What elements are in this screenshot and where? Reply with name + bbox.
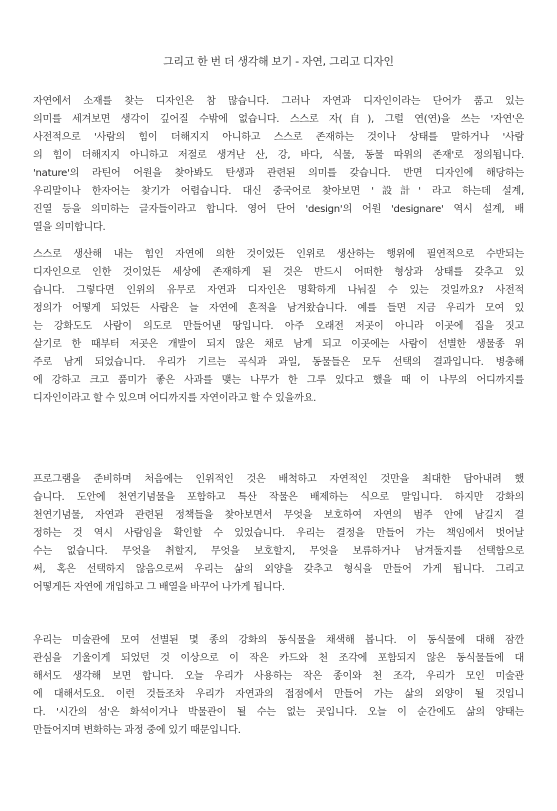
text-line: 프로그램을 준비하며 처음에는 인위적인 것은 배척하고 자연적인 것만을 최대한 담아내려 했 xyxy=(33,474,524,485)
text-line: 우리는 미술관에 모여 선별된 몇 종의 강화의 동식물을 채색해 봅니다. 이 동식물에 대해 잠깐 xyxy=(33,635,524,646)
text-line: 살기로 한 때부터 저곳은 개발이 되지 않은 채로 남게 되고 이곳에는 사람이 선별한 생물종 위 xyxy=(33,339,524,350)
document-title: 그리고 한 번 더 생각해 보기 - 자연, 그리고 디자인 xyxy=(163,55,394,68)
text-line: 정하는 것 역시 사람임을 확인할 수 있었습니다. 우리는 결정을 만들어 가는 책임에서 벗어날 xyxy=(33,528,524,539)
text-line: 만들어지며 변화하는 과정 중에 있기 때문입니다. xyxy=(33,725,241,736)
paragraph xyxy=(33,471,524,597)
text-line: 어떻게든 자연에 개입하고 그 배열을 바꾸어 나가게 됩니다. xyxy=(33,582,285,593)
text-line: 관심을 기울이게 되었던 것 이상으로 이 작은 카드와 천 조각에 포함되지 않은 동식물들에 대 xyxy=(33,653,524,664)
text-line: 의미를 세겨보면 생각이 깊어질 수밖에 없습니다. 스스로 자(自), 그럴 연(연)을 쓰는 '자연'은 xyxy=(33,114,524,125)
text-line: 디자인이라고 할 수 있으며 어디까지를 자연이라고 할 수 있을까요. xyxy=(33,393,317,404)
text-line: 진열 등을 의미하는 글자들이라고 합니다. 영어 단어 'design'의 어원 'designare' 역시 설계, 배 xyxy=(33,204,524,215)
text-line: 디자인으로 인한 것이었든 세상에 존재하게 된 것은 반드시 어떠한 형상과 상태를 갖추고 있 xyxy=(33,267,524,278)
text-line: 우리말이나 한자어는 찾기가 어렵습니다. 대신 중국어로 찾아보면 '設計' 라고 하는데 설계, xyxy=(33,186,524,197)
text-line: 사전적으로 '사람의 힘이 더해지지 아니하고 스스로 존재하는 것이나 상태를 말하거나 '사람 xyxy=(33,132,524,143)
text-line: 열을 의미합니다. xyxy=(33,222,106,233)
text-line: 에 대해서도요. 이런 것들조차 우리가 자연과의 접점에서 만들어 가는 삶의 외양이 될 것입니 xyxy=(33,689,524,700)
text-line: 해서도 생각해 보면 합니다. 오늘 우리가 사용하는 작은 종이와 천 조각, 우리가 모인 미술관 xyxy=(33,671,524,682)
paragraph xyxy=(33,246,524,408)
text-line: 습니다. 그렇다면 인위의 유무로 자연과 디자인은 명확하게 나눠질 수 있는 것일까요? 사전적 xyxy=(33,285,524,296)
text-line: 다. '시간의 섬'은 화석이거나 박물관이 될 수는 없는 곳입니다. 오늘 이 순간에도 삶의 양태는 xyxy=(33,707,524,718)
text-line: 자연에서 소재를 찾는 디자인은 참 많습니다. 그러나 자연과 디자인이라는 단어가 품고 있는 xyxy=(33,96,524,107)
text-line: 수는 없습니다. 무엇을 취할지, 무엇을 보호할지, 무엇을 보류하거나 남겨둘지를 선택함으로 xyxy=(33,546,524,557)
paragraph xyxy=(33,93,524,237)
text-line: 의 힘이 더해지지 아니하고 저절로 생겨난 산, 강, 바다, 식물, 동물 따위의 존재'로 정의됩니다. xyxy=(33,150,524,161)
text-line: 주로 남게 되었습니다. 우리가 기르는 곡식과 과일, 동물들은 모두 선택의 결과입니다. 병충해 xyxy=(33,357,524,368)
paragraph xyxy=(33,632,524,740)
text-line: 정의가 어떻게 되었든 사람은 늘 자연에 흔적을 남겨왔습니다. 예를 들면 지금 우리가 모여 있 xyxy=(33,303,524,314)
text-line: 에 강하고 크고 품미가 좋은 사과를 맺는 나무가 한 그루 있다고 했을 때 이 나무의 어디까지를 xyxy=(33,375,524,386)
text-line: 습니다. 도안에 천연기념물을 포함하고 특산 작물은 배제하는 식으로 말입니다. 하지만 강화의 xyxy=(33,492,524,503)
text-line: 'nature'의 라틴어 어원을 찾아봐도 탄생과 관련된 의미를 갖습니다. 반면 디자인에 해당하는 xyxy=(33,168,524,179)
text-line: 천연기념물, 자연과 관련된 정책들을 찾아보면서 무엇을 보호하여 자연의 범주 안에 남길지 결 xyxy=(33,510,524,521)
text-line: 는 강화도도 사람이 의도로 만들어낸 땅입니다. 아주 오래전 저곳이 아니라 이곳에 집을 짓고 xyxy=(33,321,524,332)
text-line: 써, 혹은 선택하지 않음으로써 우리는 삶의 외양을 갖추고 형식을 만들어 가게 됩니다. 그리고 xyxy=(33,564,524,575)
text-line: 스스로 생산해 내는 힘인 자연에 의한 것이었든 인위로 생산하는 행위에 필연적으로 수반되는 xyxy=(33,249,524,260)
